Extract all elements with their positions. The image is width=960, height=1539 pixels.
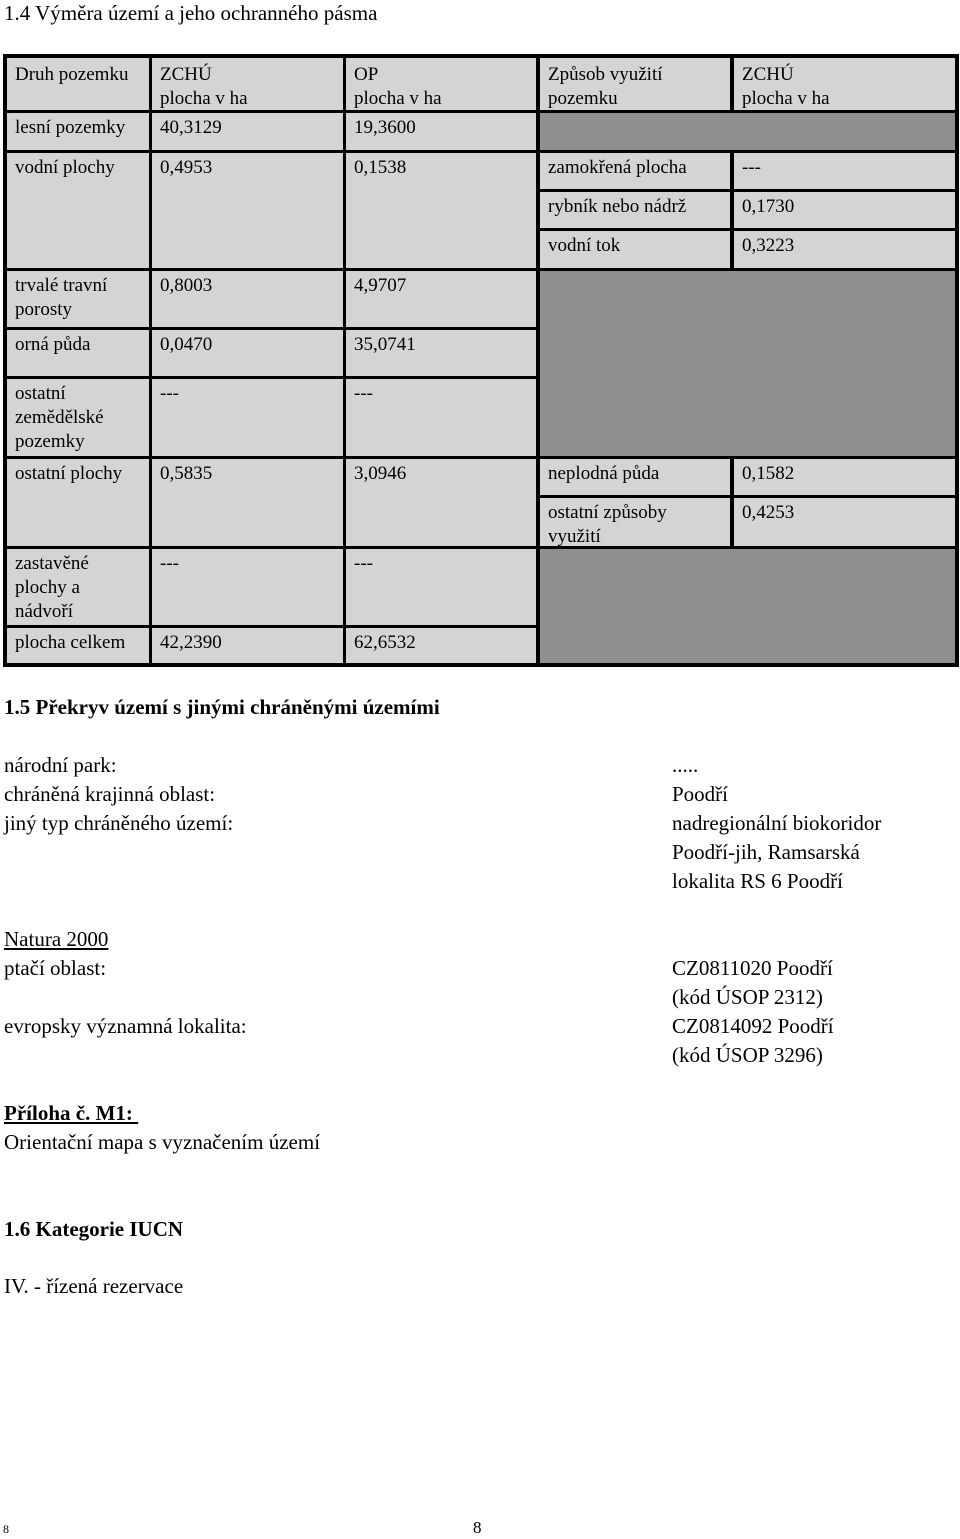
row-zastavene-zchu: --- bbox=[152, 549, 343, 625]
gray-block-middle bbox=[540, 271, 955, 456]
row-ostatni-plochy-zchu: 0,5835 bbox=[152, 459, 343, 546]
jiny-typ-value-2: Poodří-jih, Ramsarská bbox=[672, 840, 860, 864]
right-ostatni-zpusoby-value: 0,4253 bbox=[734, 498, 955, 546]
chko-label: chráněná krajinná oblast: bbox=[4, 782, 216, 806]
gray-block-bottom bbox=[540, 549, 955, 663]
row-celkem-druh: plocha celkem bbox=[7, 628, 149, 663]
row-ostatni-plochy-druh: ostatní plochy bbox=[7, 459, 149, 546]
jiny-typ-value-1: nadregionální biokoridor bbox=[672, 811, 882, 835]
priloha-text: Orientační mapa s vyznačením území bbox=[4, 1130, 321, 1154]
row-vodni-op: 0,1538 bbox=[346, 153, 536, 268]
section-title-1-6: 1.6 Kategorie IUCN bbox=[4, 1217, 184, 1241]
footer-left-mark: 8 bbox=[3, 1522, 9, 1536]
row-zastavene-druh: zastavěné plochy a nádvoří bbox=[7, 549, 149, 625]
ptaci-oblast-value-1: CZ0811020 Poodří bbox=[672, 956, 833, 980]
evl-value-2: (kód ÚSOP 3296) bbox=[672, 1043, 823, 1067]
row-celkem-zchu: 42,2390 bbox=[152, 628, 343, 663]
gray-block-top bbox=[540, 113, 955, 150]
row-lesni-druh: lesní pozemky bbox=[7, 113, 149, 150]
row-lesni-zchu: 40,3129 bbox=[152, 113, 343, 150]
row-orna-druh: orná půda bbox=[7, 330, 149, 376]
jiny-typ-label: jiný typ chráněného území: bbox=[4, 811, 234, 835]
row-ostatni-zem-zchu: --- bbox=[152, 379, 343, 456]
jiny-typ-value-3: lokalita RS 6 Poodří bbox=[672, 869, 843, 893]
row-vodni-druh: vodní plochy bbox=[7, 153, 149, 268]
right-rybnik-value: 0,1730 bbox=[734, 192, 955, 228]
row-lesni-op: 19,3600 bbox=[346, 113, 536, 150]
row-ostatni-zem-druh: ostatní zemědělské pozemky bbox=[7, 379, 149, 456]
natura-2000-label: Natura 2000 bbox=[4, 927, 109, 951]
right-vodni-tok-value: 0,3223 bbox=[734, 231, 955, 268]
section-title-1-5: 1.5 Překryv území s jinými chráněnými územími bbox=[4, 695, 440, 719]
row-trvale-druh: trvalé travní porosty bbox=[7, 271, 149, 327]
priloha-label: Příloha č. M1: bbox=[4, 1101, 139, 1125]
right-rybnik: rybník nebo nádrž bbox=[540, 192, 730, 228]
page-number: 8 bbox=[473, 1518, 482, 1537]
right-neplodna: neplodná půda bbox=[540, 459, 730, 495]
row-orna-zchu: 0,0470 bbox=[152, 330, 343, 376]
evl-value-1: CZ0814092 Poodří bbox=[672, 1014, 834, 1038]
right-zamokrena-value: --- bbox=[734, 153, 955, 189]
ptaci-oblast-label: ptačí oblast: bbox=[4, 956, 107, 980]
ptaci-oblast-value-2: (kód ÚSOP 2312) bbox=[672, 985, 823, 1009]
right-zamokrena: zamokřená plocha bbox=[540, 153, 730, 189]
row-ostatni-zem-op: --- bbox=[346, 379, 536, 456]
section-title-1-4: 1.4 Výměra území a jeho ochranného pásma bbox=[4, 1, 378, 25]
row-trvale-zchu: 0,8003 bbox=[152, 271, 343, 327]
chko-value: Poodří bbox=[672, 782, 729, 806]
row-trvale-op: 4,9707 bbox=[346, 271, 536, 327]
right-ostatni-zpusoby: ostatní způsoby využití bbox=[540, 498, 730, 546]
header-op: OP plocha v ha bbox=[346, 58, 536, 110]
header-druh: Druh pozemku bbox=[7, 58, 149, 110]
header-zchu: ZCHÚ plocha v ha bbox=[152, 58, 343, 110]
narodni-park-value: ..... bbox=[672, 753, 699, 777]
right-neplodna-value: 0,1582 bbox=[734, 459, 955, 495]
right-vodni-tok: vodní tok bbox=[540, 231, 730, 268]
row-ostatni-plochy-op: 3,0946 bbox=[346, 459, 536, 546]
row-celkem-op: 62,6532 bbox=[346, 628, 536, 663]
evl-label: evropsky významná lokalita: bbox=[4, 1014, 247, 1038]
row-zastavene-op: --- bbox=[346, 549, 536, 625]
header-zchu-right: ZCHÚ plocha v ha bbox=[734, 58, 955, 110]
header-zpusob: Způsob využití pozemku bbox=[540, 58, 730, 110]
row-vodni-zchu: 0,4953 bbox=[152, 153, 343, 268]
narodni-park-label: národní park: bbox=[4, 753, 117, 777]
iucn-category: IV. - řízená rezervace bbox=[4, 1274, 184, 1298]
area-table bbox=[3, 54, 959, 667]
row-orna-op: 35,0741 bbox=[346, 330, 536, 376]
